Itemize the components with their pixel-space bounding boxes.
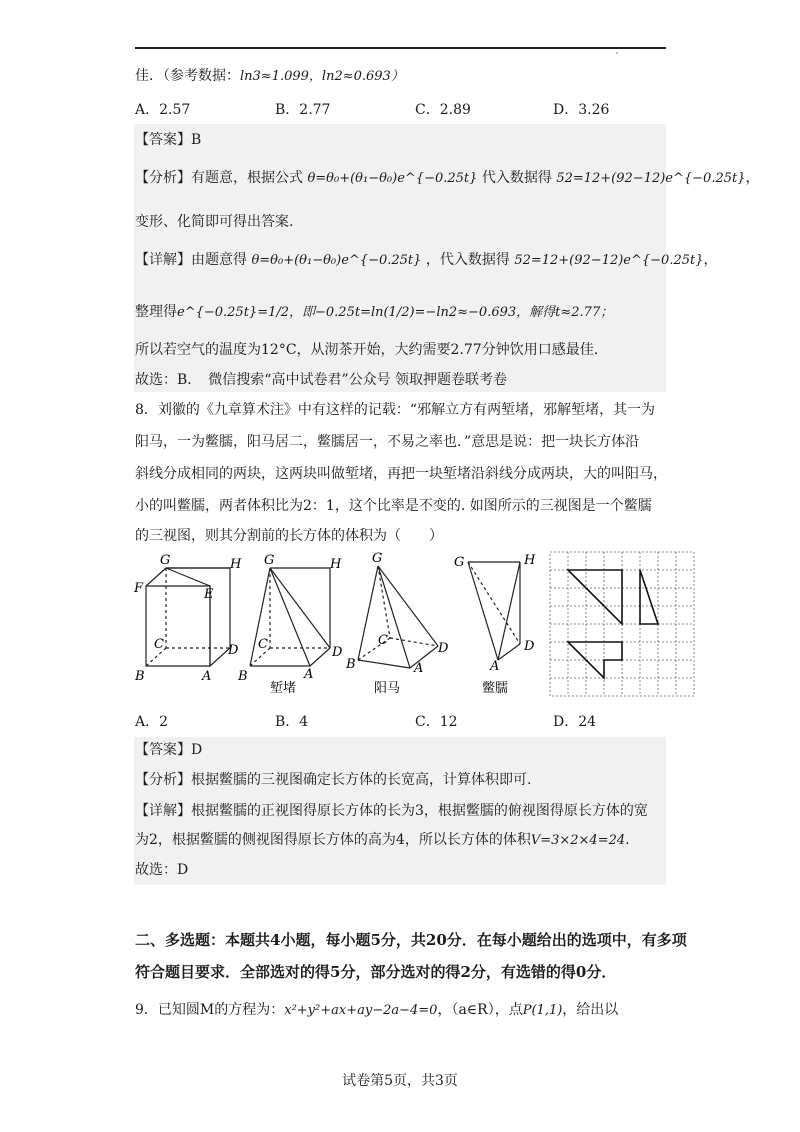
q7-conclusion: 所以若空气的温度为12°C，从沏茶开始，大约需要2.77分钟饮用口感最佳.: [135, 342, 599, 358]
label-b-3: B: [346, 657, 356, 672]
three-view-shapes: [568, 570, 658, 678]
label-a-4: A: [490, 659, 500, 674]
q8-choose: 故选：D: [135, 862, 189, 878]
cube-right-top: [166, 568, 230, 666]
q8-line-2: 阳马，一为鳖臑，阳马居二，鳖臑居一，不易之率也．”意思是说：把一块长方体沿: [135, 434, 640, 450]
label-b-2: B: [238, 669, 248, 684]
caption-yangma: 阳马: [374, 681, 401, 696]
q8-line-3: 斜线分成相同的两块，这两块叫做堑堵，再把一块堑堵沿斜线分成两块，大的叫阳马，: [135, 466, 667, 482]
label-g-2: G: [264, 553, 275, 568]
q8-option-d: D．24: [553, 714, 597, 730]
caption-qiandu: 堑堵: [270, 681, 297, 696]
q7-solve-line: 整理得e^{−0.25t}=1/2，即−0.25t=ln(1/2)=−ln2≈−0.693，解得t≈2.77；: [135, 304, 614, 320]
front-view: [568, 570, 622, 624]
label-f: F: [134, 581, 144, 596]
reference-data-line: 佳．（参考数据：ln3≈1.099，ln2≈0.693）: [135, 68, 404, 84]
label-g-1: G: [160, 553, 171, 568]
label-c-3: C: [378, 633, 388, 648]
label-d-1: D: [228, 643, 239, 658]
label-g-3: G: [372, 551, 383, 566]
q8-answer: 【答案】D: [135, 742, 203, 758]
q8-figure-svg: [132, 548, 698, 698]
q8-line-4: 小的叫鳖臑，两者体积比为2：1，这个比率是不变的. 如图所示的三视图是一个鳖臑: [135, 498, 652, 514]
q9-line: 9．已知圆M的方程为：x²+y²+ax+ay−2a−4=0，（a∈R），点P(1,1)，给出以: [135, 1002, 619, 1018]
q7-detail: 【详解】由题意得 θ=θ₀+(θ₁−θ₀)e^{−0.25t} ，代入数据得 52=12+(92−12)e^{−0.25t}，: [135, 252, 718, 268]
caption-bienao: 鳖臑: [482, 681, 509, 696]
q8-line-5: 的三视图，则其分割前的长方体的体积为（ ）: [135, 528, 443, 544]
bienao-diagram: [468, 562, 520, 660]
label-d-4: D: [524, 639, 535, 654]
scan-speck: [616, 52, 618, 54]
label-a-2: A: [304, 667, 314, 682]
top-rule: [135, 47, 666, 49]
q7-choose: 故选：B． 微信搜索“高中试卷君”公众号 领取押题卷联考卷: [135, 372, 508, 388]
section2-line2: 符合题目要求．全部选对的得5分，部分选对的得2分，有选错的得0分．: [135, 963, 617, 981]
label-a-3: A: [414, 661, 424, 676]
label-d-2: D: [332, 645, 343, 660]
label-h-2: H: [330, 557, 342, 572]
q7-option-a: A．2.57: [135, 102, 191, 118]
q7-answer: 【答案】B: [135, 132, 202, 148]
q8-option-c: C．12: [415, 714, 458, 730]
q7-option-c: C．2.89: [415, 102, 471, 118]
side-view: [640, 570, 658, 624]
section2-line1: 二、多选题：本题共4小题，每小题5分，共20分．在每小题给出的选项中，有多项: [135, 931, 687, 949]
cube-front-face: [146, 586, 210, 666]
page-footer: 试卷第5页，共3页: [342, 1073, 458, 1089]
label-h-4: H: [524, 553, 536, 568]
q8-line-1: 8．刘徽的《九章算术注》中有这样的记载：“邪解立方有两堑堵，邪解堑堵，其一为: [135, 402, 656, 418]
q8-option-b: B．4: [275, 714, 309, 730]
label-d-3: D: [438, 641, 449, 656]
label-b-1: B: [135, 669, 145, 684]
q7-option-d: D．3.26: [553, 102, 610, 118]
label-c-1: C: [154, 637, 164, 652]
label-a-1: A: [202, 669, 212, 684]
q8-detail-2: 为2，根据鳖臑的侧视图得原长方体的高为4，所以长方体的体积V=3×2×4=24.: [135, 832, 630, 848]
label-c-2: C: [258, 637, 268, 652]
label-g-4: G: [454, 555, 465, 570]
q7-analysis: 【分析】有题意，根据公式 θ=θ₀+(θ₁−θ₀)e^{−0.25t} 代入数据得 52=12+(92−12)e^{−0.25t}，: [135, 170, 760, 186]
yangma-diagram: [358, 566, 438, 668]
q7-option-b: B．2.77: [275, 102, 331, 118]
label-e: E: [204, 587, 214, 602]
q8-figure: [132, 548, 698, 698]
q8-detail-1: 【详解】根据鳖臑的正视图得原长方体的长为3，根据鳖臑的俯视图得原长方体的宽: [135, 803, 648, 819]
q7-analysis-line2: 变形、化简即可得出答案.: [135, 214, 294, 230]
q8-analysis: 【分析】根据鳖臑的三视图确定长方体的长宽高，计算体积即可.: [135, 772, 532, 788]
label-h-1: H: [230, 557, 242, 572]
q8-option-a: A．2: [135, 714, 169, 730]
